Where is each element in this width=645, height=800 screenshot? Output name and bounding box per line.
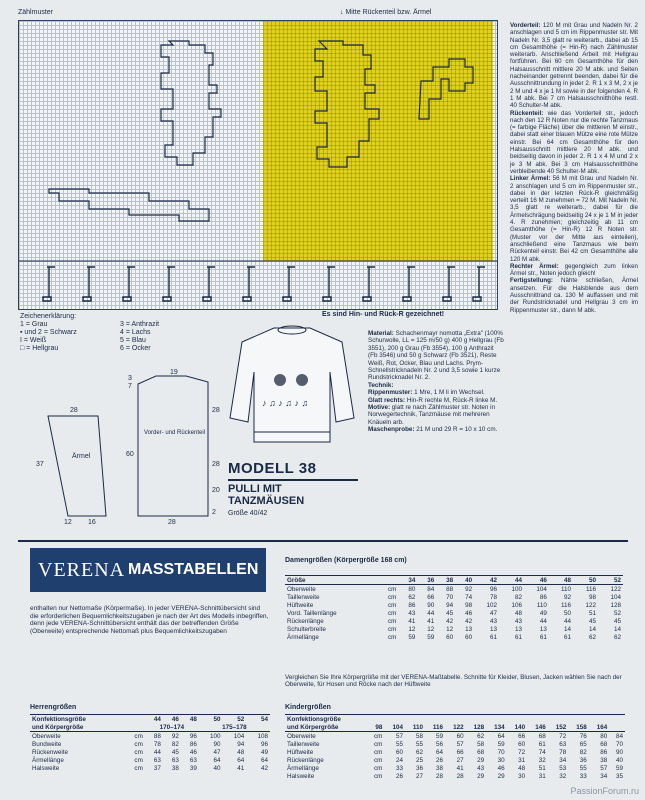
dim-label: 12 (64, 519, 72, 526)
right-mouse-tail (419, 59, 473, 119)
legend-item: 6 = Ocker (120, 345, 151, 352)
legend-title: Zeichenerklärung: (20, 313, 77, 320)
legend-item: □ = Hellgrau (20, 345, 59, 352)
down-arrow-icon: ↓ (340, 9, 346, 16)
dim-label: 60 (126, 451, 134, 458)
mouse-motif-outlines (19, 21, 497, 309)
banner-title: MASSTABELLEN (128, 561, 259, 578)
music-note (83, 267, 95, 301)
table-row: Hüftweite cm 86 90 94 98 102 106 110 116 122 128 (287, 601, 621, 609)
legend-item: 3 = Anthrazit (120, 321, 160, 328)
table-row: Oberweite cm 80 84 88 92 96 100 104 110 116 122 (287, 585, 621, 593)
table-row: Rückenlänge cm 24 25 26 27 29 30 31 32 34 36 38 40 (287, 756, 623, 764)
right-mouse-outline (315, 41, 379, 167)
sleeve-label: Ärmel (72, 453, 91, 460)
brand-logo: VERENA (38, 559, 126, 581)
table-row: Ärmellänge cm 63 63 63 64 64 64 (32, 756, 268, 764)
dim-label: 28 (212, 407, 220, 414)
dim-label: 37 (36, 461, 44, 468)
music-note (203, 267, 215, 301)
music-note (283, 267, 295, 301)
herren-table: Konfektionsgröße 44 46 48 50 52 54 und Körpergröße 170–174 175–178 Oberweite cm 88 92 96 100 104 108 Bundweite cm 78 82 86 90 94 96 Rückenweite cm 44 45 46 47 48 49 Ärmellänge cm 63 63 63 64 64 64 Halsweite cm 37 38 39 40 41 42 (32, 715, 268, 772)
legend-item: 1 = Grau (20, 321, 48, 328)
herren-title: Herrengrößen (30, 704, 77, 711)
table-row: Halsweite cm 37 38 39 40 41 42 (32, 764, 268, 772)
model-name: PULLI MIT TANZMÄUSEN (228, 479, 358, 507)
dim-label: 16 (88, 519, 96, 526)
dim-label: 20 (212, 487, 220, 494)
section-divider (18, 540, 628, 542)
dim-label: 3 (128, 375, 132, 382)
music-note (363, 267, 375, 301)
legend-item: 4 = Lachs (120, 329, 151, 336)
damen-table: Größe 34 36 38 40 42 44 46 48 50 52 Oberweite cm 80 84 88 92 96 100 104 110 116 122 Taillenweite cm 62 66 70 74 78 82 86 92 98 104 Hüftweite cm 86 90 94 98 102 106 110 116 122 128 Vord. Taillenlänge cm 43 44 45 46 47 48 49 50 51 52 Rückenlänge cm 41 41 42 42 43 43 44 44 45 45 Schulterbreite cm 12 12 12 13 13 13 13 14 14 14 Ärmellänge cm 59 59 60 60 61 61 61 61 62 62 (287, 576, 621, 641)
legend-item: ▪ und 2 = Schwarz (20, 329, 77, 336)
svg-text:♪ ♫ ♪ ♫ ♪ ♫: ♪ ♫ ♪ ♫ ♪ ♫ (262, 398, 309, 408)
table-row: Ärmellänge cm 33 36 38 41 43 46 48 51 53 55 57 59 (287, 764, 623, 772)
sleeve-shape (48, 416, 106, 516)
music-note (323, 267, 335, 301)
music-note (163, 267, 175, 301)
masstabellen-banner (30, 548, 266, 592)
music-note (43, 267, 55, 301)
center-arrow-label (340, 9, 431, 16)
music-note (403, 267, 415, 301)
dim-label: 2 (212, 509, 216, 516)
knitting-instructions: Vorderteil: 120 M mit Grau und Nadeln Nr. 2 anschlagen und 5 cm im Rippenmuster str. Mit Nadeln Nr. 3,5 glatt re weiterarb., dabei ab 15 cm Gesamthöhe (= Hin-R) nach Zählmuster weiterarb. Anschließend Arbeit mit Hellgrau fortführen. Bei 60 cm Gesamthöhe für den Halsausschnitt mittlere 20 M abk. und Seiten nacheinander getrennt beenden, dabei für die Ausschnittrundung in jeder 2. R 1 x 3 M, 2 x je 2 M und 4 x je 1 M sowie in der folgenden 4. R 1 M abk. Bei 7 cm Halsausschnitthöhe restl. 40 Schulter-M abk. Rückenteil: wie das Vorderteil str., jedoch nach den 12 R Noten nur die rechte Tanzmaus (= farbige Fläche) über die mittleren M einstr., dabei statt einer blauen Mütze eine rote Mütze einstr. Bei 64 cm Gesamthöhe für den Halsausschnitt mittlere 20 M abk. und beidseitig davon in jeder 2. R 1 x 4 M und 2 x je 3 M abk. Bei 3 cm Halsausschnitthöhe verbleibende 40 Schulter-M abk. Linker Ärmel: 56 M mit Grau und Nadeln Nr. 2 anschlagen und 5 cm im Rippenmuster str., dabei in der letzten Rück-R gleichmäßig verteilt 16 M zunehmen = 72 M. Mit Nadeln Nr. 3,5 glatt re weiterarb., dabei für die Ärmelschrägung beidseitig 24 x je 1 M in jeder 4. R zunehmen; gleichzeitig ab 11 cm Gesamthöhe (= Hin-R) 12 R Noten str. (Muster vor der Mitte aus einteilen), anschließend eine Tanzmaus wie beim Rückenteil einstr. Bei 42 cm Gesamthöhe alle 120 M abk. Rechter Ärmel: gegengleich zum linken Ärmel str., Noten jedoch gleich! Fertigstellung: Nähte schließen, Ärmel ansetzen. Für die Halsblende aus dem Ausschnittrand ca. 130 M auffassen und mit der Rundstricknadel und Hellgrau 3 cm im Rippenmuster str., dann M abk. (510, 22, 638, 314)
table-row: Hüftweite cm 60 62 64 66 68 70 72 74 78 82 86 90 (287, 748, 623, 756)
model-title-block (228, 460, 358, 517)
body-label: Vorder- und Rückenteil (144, 430, 206, 436)
table-row: Vord. Taillenlänge cm 43 44 45 46 47 48 49 50 51 52 (287, 609, 621, 617)
chart-title: Zählmuster (18, 9, 54, 16)
table-row: Bundweite cm 78 82 86 90 94 96 (32, 740, 268, 748)
kinder-title: Kindergrößen (285, 704, 331, 711)
table-row: Oberweite cm 57 58 59 60 62 64 66 68 72 76 80 84 (287, 732, 623, 740)
music-note (473, 267, 485, 301)
table-row: Schulterbreite cm 12 12 12 13 13 13 13 14 14 14 (287, 625, 621, 633)
arrow-label-text: Mitte Rückenteil bzw. Ärmel (345, 9, 432, 16)
left-mouse-tail (49, 189, 209, 221)
dim-label: 7 (128, 383, 132, 390)
legend (20, 313, 220, 353)
grid-note: Es sind Hin- und Rück-R gezeichnet! (322, 311, 445, 318)
dim-label: 28 (168, 519, 176, 526)
table-row: Rückenweite cm 44 45 46 47 48 49 (32, 748, 268, 756)
legend-item: 5 = Blau (120, 337, 146, 344)
model-size: Größe 40/42 (228, 510, 268, 517)
kinder-table: Konfektionsgröße und Körpergröße 98 104 110 116 122 128 134 140 146 152 158 164 Oberweite cm 57 58 59 60 62 64 66 68 72 76 80 84 Taillenweite cm 55 55 56 57 58 59 60 61 63 65 68 70 Hüftweite cm 60 62 64 66 68 70 72 74 78 82 86 90 Rückenlänge cm 24 25 26 27 29 30 31 32 34 36 38 40 Ärmellänge cm 33 36 38 41 43 46 48 51 53 55 57 59 Halsweite cm 26 27 28 28 29 29 30 31 32 33 34 35 (287, 715, 623, 780)
size-note: Vergleichen Sie Ihre Körpergröße mit der VERENA-Maßtabelle. Schnitte für Kleider, Blusen, Jacken wählen Sie nach der Oberweite, für Hosen und Röcke nach der Hüftweite (285, 674, 622, 689)
music-note (123, 267, 135, 301)
table-row: Oberweite cm 88 92 96 100 104 108 (32, 732, 268, 740)
model-number: MODELL 38 (228, 460, 317, 477)
music-note (443, 267, 455, 301)
left-mouse-outline (161, 41, 221, 165)
music-note (243, 267, 255, 301)
garment-schematic (28, 366, 228, 526)
knitting-chart (18, 20, 498, 310)
table-row: Taillenweite cm 62 66 70 74 78 82 86 92 98 104 (287, 593, 621, 601)
dim-label: 28 (212, 461, 220, 468)
sweater-sketch (222, 322, 362, 452)
dim-label: 28 (70, 407, 78, 414)
table-row: Taillenweite cm 55 55 56 57 58 59 60 61 63 65 68 70 (287, 740, 623, 748)
material-instructions: Material: Schachenmayr nomotta „Extra" (100% Schurwolle, LL = 125 m/50 g) 400 g Hellgrau (Fb 3551), 200 g Grau (Fb 3554), 100 g Anthrazit (Fb 3546) und 50 g Schwarz (Fb 3521), Reste Weiß, Rot, Ocker, Blau und Lachs. Prym-Schnellstricknadeln Nr. 2 und 3,5 sowie 1 kurze Rundstricknadel Nr. 2. Technik: Rippenmuster: 1 Mre, 1 M li im Wechsel. Glatt rechts: Hin-R rechte M, Rück-R linke M. Motive: glatt re nach Zählmuster str. Noten in Norwegertechnik, Tanzmäuse mit mehreren Knäueln arb. Maschenprobe: 21 M und 29 R = 10 x 10 cm. (368, 330, 504, 434)
body-shape (138, 376, 208, 516)
table-row: Rückenlänge cm 41 41 42 42 43 43 44 44 45 45 (287, 617, 621, 625)
watermark: PassionForum.ru (570, 786, 639, 796)
dim-label: 19 (170, 369, 178, 376)
damen-title: Damengrößen (Körpergröße 168 cm) (285, 557, 407, 564)
table-row: Halsweite cm 26 27 28 28 29 29 30 31 32 33 34 35 (287, 772, 623, 780)
legend-item: I = Weiß (20, 337, 47, 344)
table-row: Ärmellänge cm 59 59 60 60 61 61 61 61 62 62 (287, 633, 621, 641)
intro-text: enthalten nur Nettomaße (Körpermaße). In jeder VERENA-Schnittübersicht sind die erforderlichen Bequemlichkeitszugaben je nach der Art des Modells inbegriffen, denn jede VERENA-Schnittübersicht enthält das der betreffenden Größe (Oberweite) entsprechende Nettomaß plus Bequemlichkeitszugaben (30, 605, 269, 635)
